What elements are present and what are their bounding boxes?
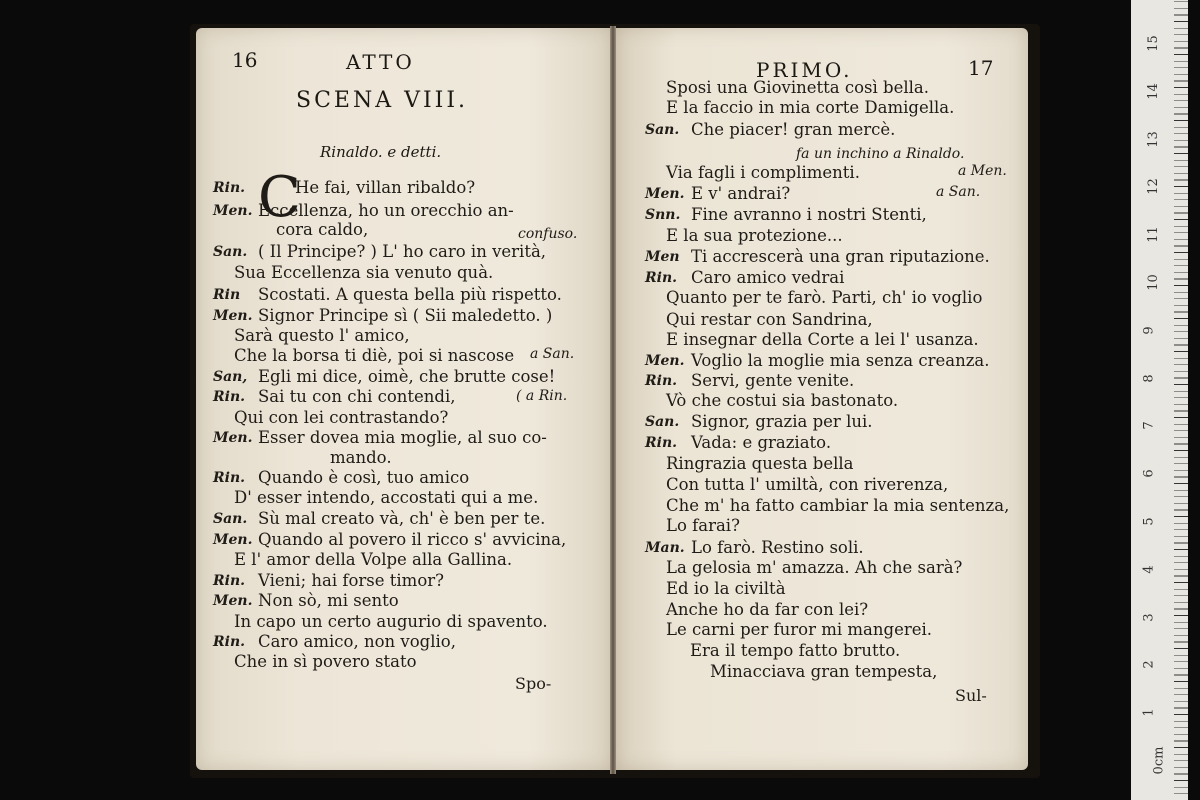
text-line [666,475,948,495]
text-line [666,454,854,474]
ruler-label: 0cm [1151,746,1167,775]
line-text: Via fagli i complimenti. [666,163,860,182]
line-text: Voglio la moglie mia senza creanza. [691,351,990,370]
text-line [666,310,873,330]
line-text: Egli mi dice, oimè, che brutte cose! [258,367,556,386]
speaker-label: Men. [213,593,253,609]
line-text: Esser dovea mia moglie, al suo co- [258,428,547,447]
line-text: Anche ho da far con lei? [666,600,869,619]
line-text: Vò che costui sia bastonato. [666,391,899,410]
line-text: Sarà questo l' amico, [234,326,410,345]
speaker-label: Man. [645,540,685,556]
text-line [666,163,860,183]
line-text: E la sua protezione... [666,226,843,245]
ruler-label: 8 [1141,373,1157,383]
ruler-label: 10 [1145,274,1161,291]
line-text: Ed io la civiltà [666,579,786,598]
speaker-label: Rin. [213,389,246,405]
speaker-label: San, [213,369,248,385]
speaker-label: Men. [213,203,253,219]
ruler-label: 7 [1141,421,1157,431]
text-line [666,516,740,536]
stage-direction: a Men. [958,163,1007,179]
text-line [666,226,843,246]
line-text: E l' amor della Volpe alla Gallina. [234,550,513,569]
line-text: Con tutta l' umiltà, con riverenza, [666,475,949,494]
running-head-left: ATTO [346,50,415,74]
line-text: Non sò, mi sento [258,591,399,610]
catchword-left: Spo- [515,674,552,693]
speaker-label: Men [645,249,680,265]
text-line [666,620,932,640]
stage-direction: confuso. [518,226,578,242]
speaker-label: Rin [213,287,241,303]
text-line [234,263,493,283]
text-line [234,326,410,346]
stage-direction: a San. [530,346,575,362]
ruler-label: 6 [1141,469,1157,478]
line-text: Caro amico, non voglio, [258,632,456,651]
ruler-label: 9 [1141,326,1157,335]
line-text: E la faccio in mia corte Damigella. [666,98,955,117]
line-text: Che piacer! gran mercè. [691,120,896,139]
text-line [276,220,368,240]
speaker-label: Rin. [645,373,678,389]
speaker-label: Men. [645,353,685,369]
ruler-label: 4 [1141,565,1157,574]
text-line [234,346,514,366]
line-text: E v' andrai? [691,184,791,203]
line-text: Lo farai? [666,516,740,535]
scene-intro: Rinaldo. e detti. [320,143,442,161]
line-text: Lo farò. Restino soli. [691,538,864,557]
line-text: ( Il Principe? ) L' ho caro in verità, [258,242,547,261]
line-text: Che in sì povero stato [234,652,417,671]
running-head-right: PRIMO. [756,58,853,82]
line-text: He fai, villan ribaldo? [295,178,476,197]
text-line [234,408,448,428]
ruler-label: 15 [1145,35,1161,52]
line-text: Vieni; hai forse timor? [258,571,444,590]
line-text: Minacciava gran tempesta, [710,662,938,681]
ruler-label: 1 [1141,708,1157,717]
scene-title: SCENA VIII. [296,88,469,113]
speaker-label: Rin. [645,435,678,451]
line-text: Ringrazia questa bella [666,454,854,473]
line-text: Fine avranno i nostri Stenti, [691,205,927,224]
line-text: Qui restar con Sandrina, [666,310,873,329]
speaker-label: Men. [213,308,253,324]
text-line [234,652,417,672]
line-text: Ti accrescerà una gran riputazione. [691,247,990,266]
speaker-label: San. [645,122,680,138]
line-text: Signor Principe sì ( Sii maledetto. ) [258,306,553,325]
measuring-ruler [1131,0,1188,800]
ruler-label: 14 [1145,83,1161,100]
text-line [690,641,900,661]
line-text: cora caldo, [276,220,369,239]
catchword-right: Sul- [955,686,987,705]
line-text: Signor, grazia per lui. [691,412,873,431]
speaker-label: Snn. [645,207,681,223]
line-text: Era il tempo fatto brutto. [690,641,901,660]
line-text: Vada: e graziato. [691,433,832,452]
line-text: La gelosia m' amazza. Ah che sarà? [666,558,963,577]
text-line [666,600,868,620]
drop-cap: C [258,165,301,230]
speaker-label: San. [213,511,248,527]
text-line [666,391,898,411]
line-text: Servi, gente venite. [691,371,855,390]
line-text: Le carni per furor mi mangerei. [666,620,933,639]
line-text: Quanto per te farò. Parti, ch' io voglio [666,288,983,307]
line-text: Eccellenza, ho un orecchio an- [258,201,514,220]
text-line [666,330,979,350]
line-text: Sposi una Giovinetta così bella. [666,78,929,97]
ruler-label: 13 [1145,130,1161,148]
speaker-label: Rin. [213,470,246,486]
page-number-right: 17 [968,56,994,80]
line-text: D' esser intendo, accostati qui a me. [234,488,539,507]
text-line [666,496,1009,516]
line-text: Che la borsa ti diè, poi si nascose [234,346,515,365]
text-line [234,488,538,508]
stage-direction: ( a Rin. [516,388,568,404]
speaker-label: Rin. [645,270,678,286]
text-line [666,558,962,578]
text-line [710,662,937,682]
speaker-label: Rin. [213,634,246,650]
ruler-label: 2 [1141,660,1157,670]
text-line [666,288,982,308]
line-text: E insegnar della Corte a lei l' usanza. [666,330,979,349]
ruler-label: 11 [1145,226,1161,243]
ruler-label: 12 [1145,178,1161,196]
line-text: Sua Eccellenza sia venuto quà. [234,263,494,282]
text-line [330,448,392,468]
page-number-left: 16 [232,48,258,72]
text-line [666,579,786,599]
line-text: Qui con lei contrastando? [234,408,449,427]
text-line [666,98,954,118]
speaker-label: Men. [213,532,253,548]
line-text: Caro amico vedrai [691,268,845,287]
stage-direction: a San. [936,184,981,200]
line-text: mando. [330,448,392,467]
stage-direction: fa un inchino a Rinaldo. [796,146,965,162]
book-gutter [610,26,616,774]
text-line [234,612,548,632]
ruler-label: 5 [1141,517,1157,526]
speaker-label: Rin. [213,180,246,196]
line-text: Sai tu con chi contendi, [258,387,456,406]
text-line [234,550,512,570]
speaker-label: Rin. [213,573,246,589]
speaker-label: San. [645,414,680,430]
speaker-label: San. [213,244,248,260]
speaker-label: Men. [645,186,685,202]
line-text: Scostati. A questa bella più rispetto. [258,285,562,304]
line-text: Sù mal creato và, ch' è ben per te. [258,509,546,528]
ruler-label: 3 [1141,612,1157,622]
speaker-label: Men. [213,430,253,446]
line-text: Quando è così, tuo amico [258,468,470,487]
line-text: Che m' ha fatto cambiar la mia sentenza, [666,496,1010,515]
line-text: In capo un certo augurio di spavento. [234,612,548,631]
text-line [666,78,929,98]
line-text: Quando al povero il ricco s' avvicina, [258,530,567,549]
